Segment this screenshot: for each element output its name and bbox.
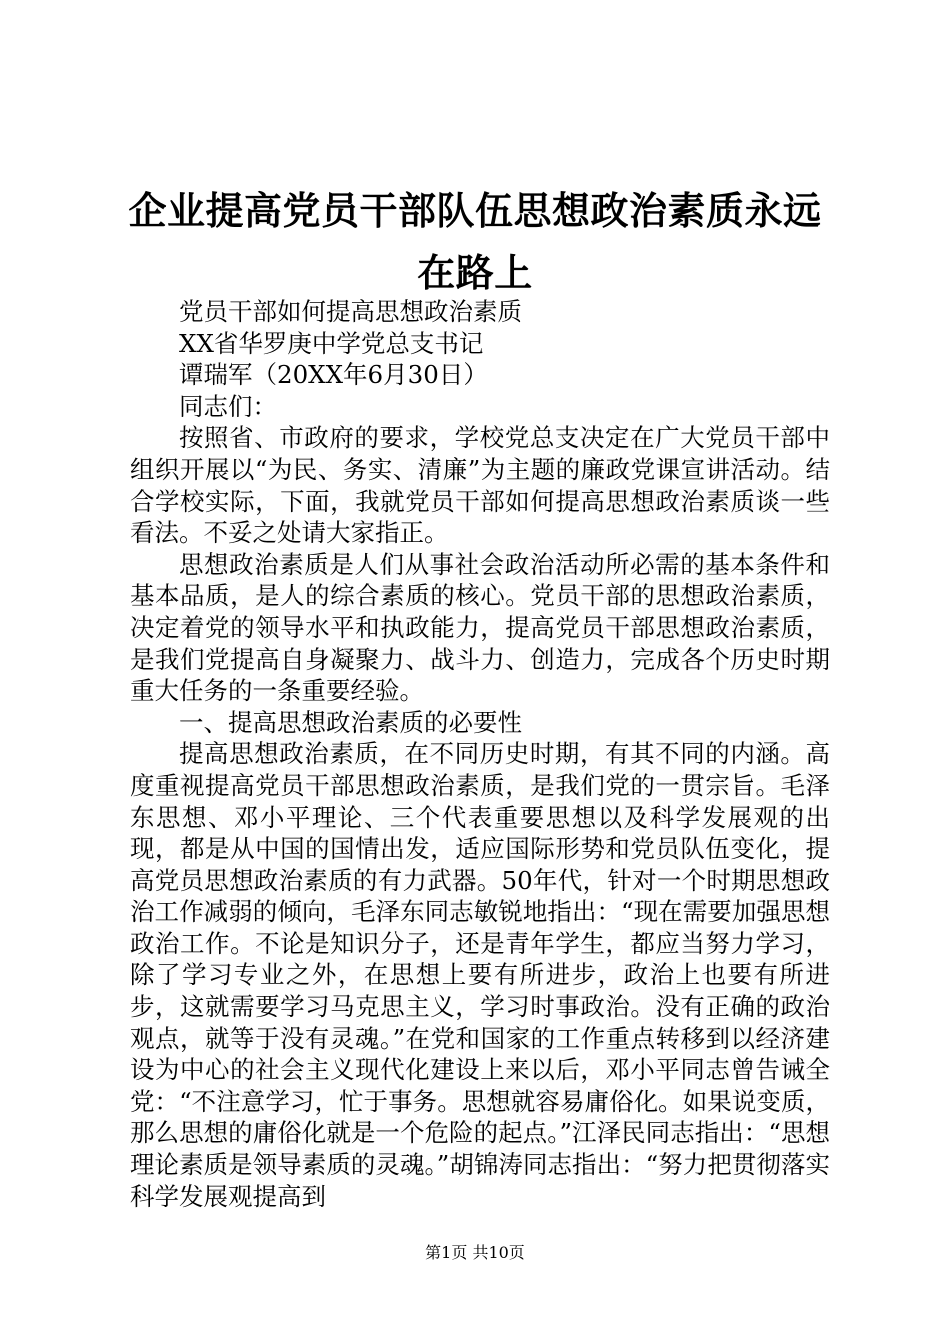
author-affiliation: XX省华罗庚中学党总支书记 [179,328,484,358]
body-paragraph: 按照省、市政府的要求，学校党总支决定在广大党员干部中组织开展以“为民、务实、清廉”为主题的廉政党课宣讲活动。结合学校实际，下面，我就党员干部如何提高思想政治素质谈一些看法。不妥之处请大家指正。 [130,423,830,548]
section-heading: 一、提高思想政治素质的必要性 [179,707,522,737]
document-body [130,296,830,1212]
page-number-footer: 第1页 共10页 [425,1243,525,1262]
author-date: 谭瑞军（20XX年6月30日） [179,360,488,390]
salutation: 同志们： [179,391,277,421]
body-paragraph: 提高思想政治素质，在不同历史时期，有其不同的内涵。高度重视提高党员干部思想政治素质，是我们党的一贯宗旨。毛泽东思想、邓小平理论、三个代表重要思想以及科学发展观的出现，都是从中国的国情出发，适应国际形势和党员队伍变化，提高党员思想政治素质的有力武器。50年代，针对一个时期思想政治工作减弱的倾向，毛泽东同志敏锐地指出：“现在需要加强思想政治工作。不论是知识分子，还是青年学生，都应当努力学习，除了学习专业之外，在思想上要有所进步，政治上也要有所进步，这就需要学习马克思主义，学习时事政治。没有正确的政治观点，就等于没有灵魂。”在党和国家的工作重点转移到以经济建设为中心的社会主义现代化建设上来以后，邓小平同志曾告诫全党：“不注意学习，忙于事务。思想就容易庸俗化。如果说变质，那么思想的庸俗化就是一个危险的起点。”江泽民同志指出：“思想理论素质是领导素质的灵魂。”胡锦涛同志指出：“努力把贯彻落实科学发展观提高到 [130,739,830,1211]
subtitle-paragraph: 党员干部如何提高思想政治素质 [179,297,522,326]
body-paragraph: 思想政治素质是人们从事社会政治活动所必需的基本条件和基本品质，是人的综合素质的核心。党员干部的思想政治素质，决定着党的领导水平和执政能力，提高党员干部思想政治素质，是我们党提高自身凝聚力、战斗力、创造力，完成各个历史时期重大任务的一条重要经验。 [130,549,830,706]
document-title: 企业提高党员干部队伍思想政治素质永远在路上 [128,188,822,295]
